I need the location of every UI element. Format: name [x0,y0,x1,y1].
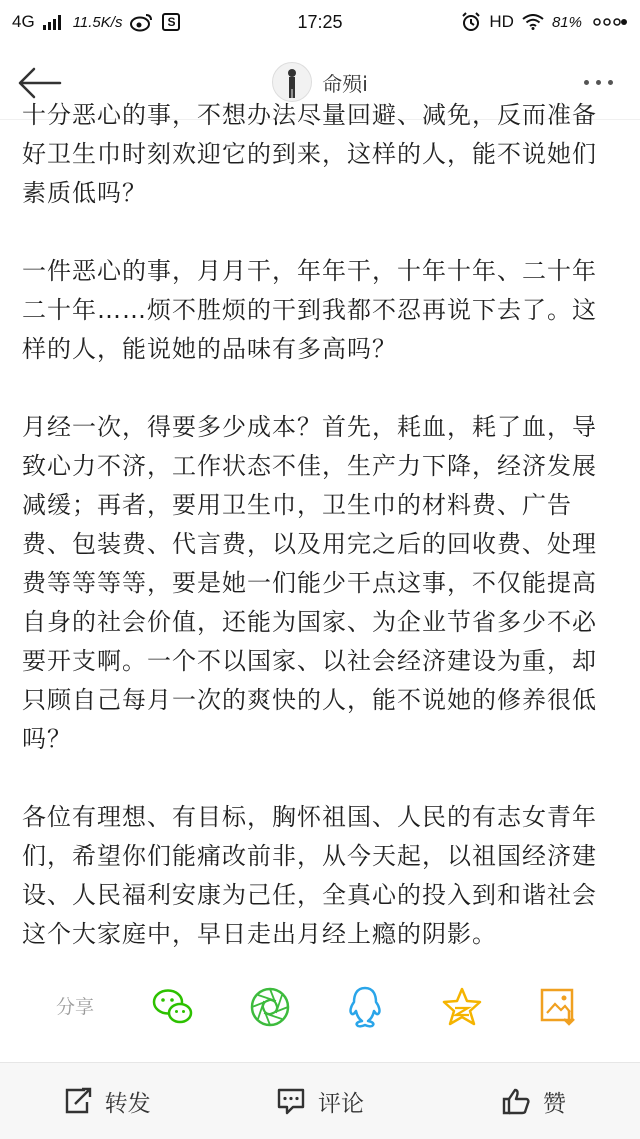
repost-button[interactable] [0,1063,213,1139]
like-button[interactable] [427,1063,640,1139]
battery-icon [590,15,628,29]
like-label: 赞 [542,1090,566,1117]
gallery-icon[interactable] [537,985,581,1029]
clock: 17:25 [297,11,343,32]
wechat-icon[interactable] [151,985,195,1029]
repost-label: 转发 [104,1090,151,1117]
network-label: 4G [12,12,35,31]
comment-label: 评论 [317,1090,364,1117]
qq-icon[interactable] [343,985,387,1029]
article-body [22,101,620,993]
signal-icon [43,14,65,30]
wifi-icon [522,14,544,30]
article-paragraph: 各位有理想、有目标，胸怀祖国、人民的有志女青年们，希望你们能痛改前非，从今天起，以祖国经济建设、人民福利安康为己任，全真心的投入到和谐社会这个大家庭中，早日走出月经上瘾的阴影。 [22,803,597,948]
app-notification-icon: S [162,13,180,31]
share-row [0,975,640,1035]
dot-icon [608,80,613,85]
moments-icon[interactable] [248,985,292,1029]
qzone-icon[interactable] [440,985,484,1029]
article-paragraph: 一件恶心的事，月月干，年年干，十年十年、二十年二十年……烦不胜烦的干到我都不忍再说下去了。这样的人，能说她的品味有多高吗？ [22,257,597,363]
weibo-icon [130,12,154,32]
status-left [12,12,180,32]
hd-label: HD [489,12,514,31]
username[interactable]: 命殒i [322,71,368,96]
status-right [461,12,628,32]
dot-icon [596,80,601,85]
thumbs-up-icon [501,1087,531,1115]
share-label: 分享 [56,995,95,1018]
comment-icon [276,1087,306,1115]
back-arrow-icon [16,66,62,100]
bottom-action-bar [0,1062,640,1139]
alarm-icon [461,12,481,32]
article-paragraph: 十分恶心的事，不想办法尽量回避、减免，反而准备好卫生巾时刻欢迎它的到来，这样的人，能不说她们素质低吗？ [22,101,597,207]
comment-button[interactable] [213,1063,426,1139]
net-speed: 11.5K/s [72,13,123,31]
article-paragraph: 月经一次，得要多少成本？首先，耗血，耗了血，导致心力不济，工作状态不佳，生产力下降，经济发展减缓；再者，要用卫生巾，卫生巾的材料费、广告费、包装费、代言费，以及用完之后的回收费、处理费等等等等，要是她一们能少干点这事，不仅能提高自身的社会价值，还能为国家、为企业节省多少不必要开支啊。一个不以国家、以社会经济建设为重，却只顾自己每月一次的爽快的人，能不说她的修养很低吗？ [22,413,597,753]
battery-level: 81% [551,13,582,31]
dot-icon [584,80,589,85]
repost-icon [63,1087,93,1115]
status-bar [0,0,640,44]
